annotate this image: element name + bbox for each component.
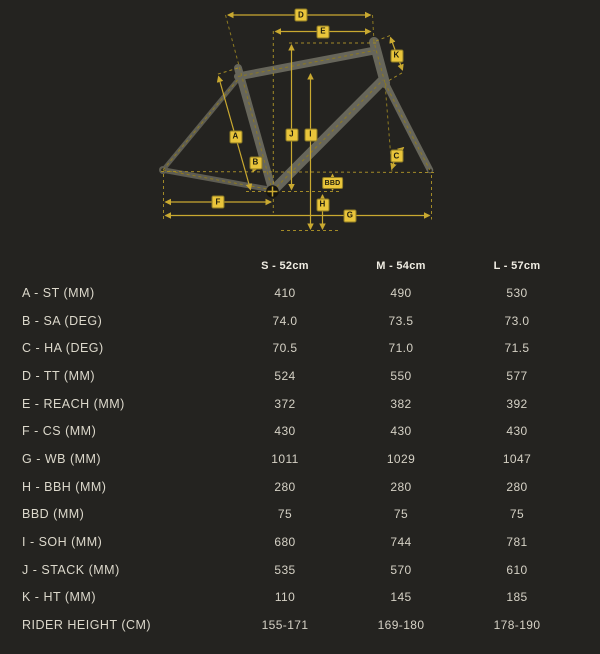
table-row (0, 611, 600, 639)
cell-value: 1029 (386, 451, 416, 466)
row-label: C - HA (DEG) (22, 341, 104, 356)
cell-value: 781 (506, 535, 528, 550)
cell-value: 110 (274, 590, 296, 605)
cell-value: 71.0 (388, 341, 414, 356)
row-label: B - SA (DEG) (22, 313, 103, 328)
cell-value: 185 (506, 590, 528, 605)
table-header-row (0, 252, 600, 279)
diagram-label-e: E (317, 25, 330, 38)
row-label: G - WB (MM) (22, 451, 102, 466)
row-label: I - SOH (MM) (22, 535, 103, 550)
row-label: K - HT (MM) (22, 590, 97, 605)
cell-value: 610 (506, 562, 528, 577)
cell-value: 169-180 (377, 618, 425, 633)
table-row (0, 501, 600, 529)
row-label: H - BBH (MM) (22, 479, 107, 494)
cell-value: 410 (274, 285, 296, 300)
diagram-label-k: K (390, 49, 403, 62)
diagram-label-i: I (304, 128, 317, 141)
table-row (0, 362, 600, 390)
cell-value: 70.5 (272, 341, 298, 356)
cell-value: 744 (390, 535, 412, 550)
bike-frame-diagram (0, 0, 600, 246)
cell-value: 145 (390, 590, 412, 605)
row-label: E - REACH (MM) (22, 396, 125, 411)
cell-value: 524 (274, 368, 296, 383)
cell-value: 530 (506, 285, 528, 300)
table-row (0, 584, 600, 612)
table-row (0, 334, 600, 362)
diagram-label-j: J (285, 128, 298, 141)
table-row (0, 307, 600, 335)
table-row (0, 279, 600, 307)
diagram-label-f: F (212, 196, 225, 209)
cell-value: 155-171 (261, 618, 309, 633)
table-row (0, 390, 600, 418)
cell-value: 75 (277, 507, 293, 522)
row-label: RIDER HEIGHT (CM) (22, 618, 152, 633)
diagram-label-h: H (316, 198, 329, 211)
row-label: BBD (MM) (22, 507, 85, 522)
cell-value: 680 (274, 535, 296, 550)
cell-value: 74.0 (272, 313, 298, 328)
cell-value: 280 (274, 479, 296, 494)
column-header-size-m: M - 54cm (376, 259, 426, 272)
row-label: A - ST (MM) (22, 285, 95, 300)
cell-value: 570 (390, 562, 412, 577)
cell-value: 535 (274, 562, 296, 577)
diagram-label-a: A (229, 130, 242, 143)
cell-value: 490 (390, 285, 412, 300)
table-row (0, 473, 600, 501)
cell-value: 280 (506, 479, 528, 494)
cell-value: 392 (506, 396, 528, 411)
cell-value: 280 (390, 479, 412, 494)
table-row (0, 445, 600, 473)
diagram-label-b: B (249, 156, 262, 169)
cell-value: 1047 (502, 451, 532, 466)
diagram-label-c: C (390, 150, 403, 163)
diagram-label-bbd: BBD (322, 177, 344, 189)
cell-value: 430 (274, 424, 296, 439)
cell-value: 178-190 (493, 618, 541, 633)
diagram-label-d: D (295, 9, 308, 22)
cell-value: 382 (390, 396, 412, 411)
cell-value: 71.5 (504, 341, 530, 356)
seat-stay (163, 80, 238, 170)
table-row (0, 528, 600, 556)
cell-value: 430 (390, 424, 412, 439)
cell-value: 73.5 (388, 313, 414, 328)
column-header-size-s: S - 52cm (261, 259, 309, 272)
table-row (0, 556, 600, 584)
bike-frame-drawing (0, 0, 600, 246)
cell-value: 1011 (271, 451, 299, 466)
row-label: D - TT (MM) (22, 368, 96, 383)
table-row (0, 417, 600, 445)
cell-value: 430 (506, 424, 528, 439)
cell-value: 550 (390, 368, 412, 383)
row-label: F - CS (MM) (22, 424, 97, 439)
diagram-label-g: G (344, 209, 357, 222)
row-label: J - STACK (MM) (22, 562, 120, 577)
cell-value: 75 (393, 507, 409, 522)
cell-value: 372 (274, 396, 296, 411)
cell-value: 75 (509, 507, 525, 522)
column-header-size-l: L - 57cm (493, 259, 541, 272)
bottom-bracket-symbol (266, 185, 279, 198)
cell-value: 577 (506, 368, 528, 383)
cell-value: 73.0 (504, 313, 530, 328)
geometry-table (0, 252, 600, 639)
